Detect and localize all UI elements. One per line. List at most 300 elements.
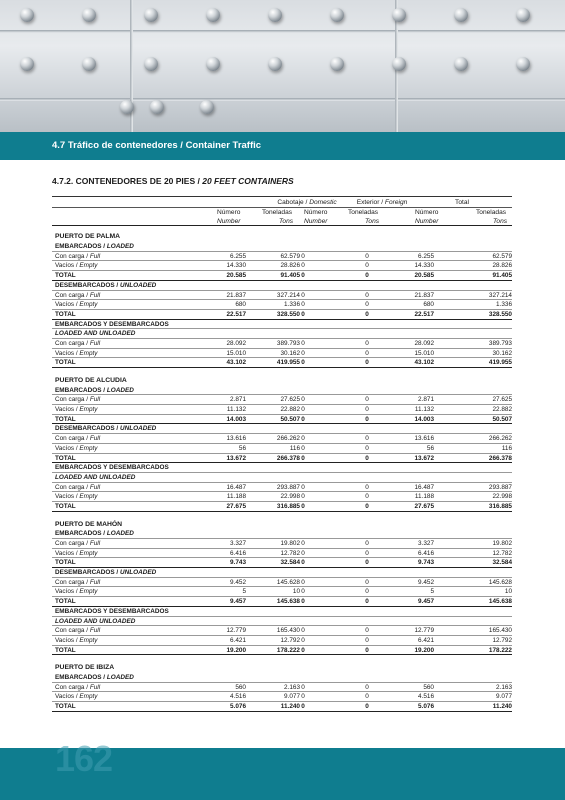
cell-value: 22.998: [280, 493, 300, 501]
group-title-es: DESEMBARCADOS /: [55, 425, 120, 433]
cell-value: 9.077: [496, 693, 512, 701]
table-row-total: [52, 646, 512, 656]
table-row-total: [52, 310, 512, 320]
header-tons-1: Tons: [279, 217, 294, 225]
container-traffic-table: [52, 196, 512, 712]
cell-value: 0: [365, 683, 369, 691]
row-label-en: Full: [89, 396, 101, 404]
group-title-es: DESEMBARCADOS /: [55, 281, 120, 289]
rivet-icon: [144, 8, 158, 22]
group-title: [55, 386, 134, 396]
cell-value: 2.163: [284, 683, 300, 691]
cell-value: 266.262: [488, 435, 512, 443]
cell-value: 145.638: [276, 598, 300, 606]
cell-value: 0: [365, 598, 369, 606]
rivet-icon: [330, 57, 344, 71]
table-row: [52, 300, 512, 310]
header-number-3: Number: [415, 217, 439, 225]
header-number-1: Number: [217, 217, 241, 225]
cell-value: 0: [365, 262, 369, 270]
cell-value: 0: [301, 578, 305, 586]
table-row: [52, 483, 512, 493]
cell-value: 16.487: [226, 483, 246, 491]
cell-value: 0: [365, 627, 369, 635]
cell-value: 15.010: [226, 349, 246, 357]
header-row-en: [52, 217, 512, 227]
row-label-en: Empty: [79, 406, 98, 414]
cell-value: 12.792: [492, 636, 512, 644]
header-total: Total: [455, 199, 469, 206]
cell-value: 50.507: [492, 415, 512, 423]
cell-value: 316.885: [488, 502, 512, 510]
header-toneladas-3: Toneladas: [476, 209, 507, 216]
table-row-total: [52, 702, 512, 712]
row-label-es: Con carga /: [55, 540, 90, 547]
table-subtitle: [52, 176, 294, 186]
cell-value: 9.452: [418, 578, 434, 586]
cell-value: 19.200: [414, 646, 434, 654]
cell-value: 0: [301, 646, 305, 654]
header-row-es: [52, 207, 512, 217]
cell-value: 419.955: [488, 359, 512, 367]
metal-seam: [0, 30, 565, 33]
row-label-es: Vacíos /: [55, 301, 80, 309]
table-row-total: [52, 558, 512, 568]
cell-value: 0: [301, 693, 305, 701]
cell-value: 327.214: [276, 291, 300, 299]
cell-value: 0: [365, 291, 369, 299]
cell-value: 13.616: [226, 435, 246, 443]
row-label-es: Con carga /: [55, 578, 90, 586]
cell-value: 0: [301, 262, 305, 270]
cell-value: 62.579: [280, 252, 300, 260]
cell-value: 5: [430, 588, 434, 596]
row-label: [55, 395, 100, 405]
group-title-en: LOADED: [106, 673, 134, 681]
cell-value: 0: [301, 396, 305, 404]
cell-value: 9.077: [284, 693, 300, 701]
cell-value: 293.887: [276, 483, 300, 491]
cell-value: 0: [365, 588, 369, 596]
cell-value: 12.779: [226, 627, 246, 635]
row-label: [55, 502, 76, 512]
spacer: [52, 368, 512, 376]
cell-value: 0: [301, 252, 305, 260]
row-label: [55, 539, 100, 549]
cell-value: 91.405: [280, 272, 300, 280]
row-label: [55, 483, 100, 493]
row-label: [55, 692, 98, 702]
row-label-en: Full: [89, 339, 101, 347]
port-name: PUERTO DE ALCUDIA: [55, 377, 127, 384]
group-title: [55, 242, 134, 252]
table-row: [52, 578, 512, 588]
cell-value: 14.003: [226, 415, 246, 423]
cell-value: 0: [365, 454, 369, 462]
group-title-row: [52, 463, 512, 473]
group-subtitle-row: [52, 473, 512, 483]
cell-value: 15.010: [414, 349, 434, 357]
cell-value: 3.327: [418, 540, 434, 547]
row-label-es: Con carga /: [55, 683, 90, 691]
header-exterior: Exterior / Foreign: [356, 199, 408, 206]
row-label: [55, 271, 76, 281]
cell-value: 560: [423, 683, 434, 691]
table-row-total: [52, 454, 512, 464]
group-title-row: [52, 424, 512, 434]
table-row: [52, 434, 512, 444]
cell-value: 0: [301, 349, 305, 357]
cell-value: 266.378: [276, 454, 300, 462]
cell-value: 116: [289, 444, 300, 452]
cell-value: 0: [365, 502, 369, 510]
cell-value: 11.188: [414, 493, 434, 501]
row-label: [55, 291, 100, 301]
row-label-es: Con carga /: [55, 252, 90, 260]
cell-value: 6.416: [418, 549, 434, 557]
table-row: [52, 549, 512, 559]
row-label-es: Vacíos /: [55, 493, 80, 501]
cell-value: 21.837: [414, 291, 434, 299]
cell-value: 328.550: [276, 310, 300, 318]
cell-value: 0: [365, 636, 369, 644]
cell-value: 165.430: [488, 627, 512, 635]
cell-value: 27.675: [226, 502, 246, 510]
row-label: [55, 558, 76, 568]
rivet-icon: [516, 57, 530, 71]
row-label-es: TOTAL: [55, 502, 76, 510]
cell-value: 2.871: [230, 396, 246, 404]
cell-value: 145.628: [488, 578, 512, 586]
cell-value: 0: [301, 435, 305, 443]
row-label-en: Full: [89, 627, 101, 635]
cell-value: 0: [365, 252, 369, 260]
cell-value: 56: [238, 444, 246, 452]
row-label: [55, 702, 76, 712]
row-label-es: TOTAL: [55, 415, 76, 423]
cell-value: 0: [301, 339, 305, 347]
cell-value: 1.336: [284, 301, 300, 309]
group-title: [55, 568, 156, 578]
group-title-es: DESEMBARCADOS /: [55, 569, 120, 577]
group-title: [55, 320, 169, 330]
group-subtitle-row: [52, 617, 512, 627]
row-label: [55, 636, 98, 646]
group-title-en: UNLOADED: [119, 425, 157, 433]
row-label-es: TOTAL: [55, 272, 76, 280]
header-toneladas-2: Toneladas: [348, 209, 379, 216]
spacer: [52, 512, 512, 520]
port-name: PUERTO DE IBIZA: [55, 664, 115, 672]
row-label-en: Full: [89, 483, 101, 491]
rivet-icon: [206, 57, 220, 71]
cell-value: 6.255: [230, 252, 246, 260]
cell-value: 419.955: [276, 359, 300, 367]
cell-value: 0: [365, 559, 369, 567]
table-row: [52, 261, 512, 271]
row-label-es: TOTAL: [55, 454, 76, 462]
table-row: [52, 444, 512, 454]
table-row-total: [52, 597, 512, 607]
row-label: [55, 646, 76, 656]
cell-value: 0: [301, 310, 305, 318]
row-label: [55, 587, 98, 597]
table-row: [52, 539, 512, 549]
group-title-es: EMBARCADOS /: [55, 530, 107, 538]
cell-value: 11.132: [414, 406, 434, 414]
row-label: [55, 434, 100, 444]
row-label: [55, 252, 100, 262]
cell-value: 0: [365, 310, 369, 318]
row-label: [55, 444, 98, 454]
cell-value: 145.638: [488, 598, 512, 606]
table-row: [52, 395, 512, 405]
cell-value: 116: [501, 444, 512, 452]
cell-value: 21.837: [226, 291, 246, 299]
row-label-es: Vacíos /: [55, 262, 80, 270]
row-label-en: Empty: [79, 693, 98, 701]
cell-value: 43.102: [414, 359, 434, 367]
row-label-en: Empty: [79, 549, 98, 557]
cell-value: 0: [301, 483, 305, 491]
cell-value: 0: [301, 636, 305, 644]
row-label-es: Con carga /: [55, 627, 90, 635]
row-label: [55, 578, 100, 588]
row-label-en: Full: [89, 540, 101, 547]
cell-value: 266.378: [488, 454, 512, 462]
cell-value: 680: [423, 301, 434, 309]
cell-value: 14.330: [414, 262, 434, 270]
cell-value: 22.882: [492, 406, 512, 414]
cell-value: 16.487: [414, 483, 434, 491]
row-label-es: TOTAL: [55, 310, 76, 318]
cell-value: 0: [365, 693, 369, 701]
group-title-es: EMBARCADOS Y DESEMBARCADOS: [55, 464, 169, 472]
row-label-en: Empty: [79, 262, 98, 270]
row-label-es: Vacíos /: [55, 588, 80, 596]
group-title-es: EMBARCADOS Y DESEMBARCADOS: [55, 320, 169, 328]
cell-value: 0: [365, 483, 369, 491]
table-row: [52, 636, 512, 646]
cell-value: 11.132: [226, 406, 246, 414]
cell-value: 266.262: [276, 435, 300, 443]
row-label-en: Full: [89, 435, 101, 443]
cell-value: 0: [301, 703, 305, 710]
cell-value: 56: [426, 444, 434, 452]
cell-value: 0: [301, 493, 305, 501]
header-number-2: Number: [304, 217, 328, 225]
row-label: [55, 626, 100, 636]
cell-value: 0: [365, 549, 369, 557]
header-row-groups: [52, 196, 512, 207]
cell-value: 50.507: [280, 415, 300, 423]
cell-value: 0: [301, 598, 305, 606]
row-label-es: Vacíos /: [55, 636, 80, 644]
cell-value: 0: [301, 683, 305, 691]
cell-value: 5: [242, 588, 246, 596]
cell-value: 0: [301, 454, 305, 462]
rivet-icon: [268, 57, 282, 71]
rivet-icon: [454, 8, 468, 22]
cell-value: 6.255: [418, 252, 434, 260]
cell-value: 2.871: [418, 396, 434, 404]
cell-value: 5.076: [418, 703, 434, 710]
cell-value: 13.672: [414, 454, 434, 462]
table-row: [52, 405, 512, 415]
row-label: [55, 310, 76, 320]
table-row: [52, 252, 512, 262]
row-label: [55, 405, 98, 415]
group-title-row: [52, 568, 512, 578]
rivet-icon: [20, 57, 34, 71]
cell-value: 19.802: [492, 540, 512, 547]
cell-value: 10: [292, 588, 300, 596]
cell-value: 20.585: [226, 272, 246, 280]
rivet-icon: [120, 100, 134, 114]
row-label: [55, 597, 76, 607]
cell-value: 0: [365, 646, 369, 654]
row-label: [55, 358, 76, 368]
cell-value: 389.793: [276, 339, 300, 347]
group-title: [55, 424, 156, 434]
cell-value: 560: [235, 683, 246, 691]
rivet-icon: [330, 8, 344, 22]
cell-value: 13.672: [226, 454, 246, 462]
group-title-es: EMBARCADOS Y DESEMBARCADOS: [55, 607, 169, 615]
cell-value: 0: [365, 444, 369, 452]
cell-value: 11.188: [226, 493, 246, 501]
group-subtitle: LOADED AND UNLOADED: [55, 617, 136, 625]
cell-value: 5.076: [230, 703, 246, 710]
cell-value: 43.102: [226, 359, 246, 367]
cell-value: 0: [301, 291, 305, 299]
cell-value: 14.330: [226, 262, 246, 270]
group-subtitle-row: [52, 329, 512, 339]
group-title-en: UNLOADED: [119, 281, 157, 289]
group-title: [55, 607, 169, 617]
group-title: [55, 673, 134, 683]
header-metal-photo: [0, 0, 565, 132]
cell-value: 28.826: [492, 262, 512, 270]
header-tons-2: Tons: [365, 217, 380, 225]
cell-value: 1.336: [496, 301, 512, 309]
cell-value: 13.616: [414, 435, 434, 443]
row-label-es: TOTAL: [55, 359, 76, 367]
row-label-es: TOTAL: [55, 559, 76, 567]
row-label-en: Full: [89, 291, 101, 299]
rivet-icon: [268, 8, 282, 22]
row-label: [55, 492, 98, 502]
cell-value: 28.092: [226, 339, 246, 347]
cell-value: 32.584: [280, 559, 300, 567]
cell-value: 9.743: [418, 559, 434, 567]
row-label-en: Empty: [79, 444, 98, 452]
table-row-total: [52, 271, 512, 281]
row-label-es: Con carga /: [55, 483, 90, 491]
header-toneladas-1: Toneladas: [262, 209, 293, 216]
row-label-en: Full: [89, 578, 101, 586]
group-title-row: [52, 386, 512, 396]
row-label: [55, 261, 98, 271]
header-numero-3: Número: [415, 209, 439, 216]
subtitle-es: 4.7.2. CONTENEDORES DE 20 PIES /: [52, 176, 203, 186]
cell-value: 389.793: [488, 339, 512, 347]
section-band: [0, 132, 565, 160]
row-label-en: Full: [89, 683, 101, 691]
row-label-es: TOTAL: [55, 646, 76, 654]
subtitle-en: 20 FEET CONTAINERS: [202, 176, 294, 186]
cell-value: 30.162: [492, 349, 512, 357]
cell-value: 0: [301, 627, 305, 635]
row-label-en: Empty: [79, 301, 98, 309]
cell-value: 3.327: [230, 540, 246, 547]
group-title-en: LOADED: [106, 530, 134, 538]
cell-value: 0: [301, 549, 305, 557]
cell-value: 178.222: [276, 646, 300, 654]
table-row: [52, 492, 512, 502]
cell-value: 165.430: [276, 627, 300, 635]
row-label: [55, 415, 76, 425]
row-label-es: Vacíos /: [55, 693, 80, 701]
cell-value: 27.675: [414, 502, 434, 510]
row-label-es: Con carga /: [55, 291, 90, 299]
header-numero-2: Número: [304, 209, 328, 216]
table-row: [52, 692, 512, 702]
cell-value: 0: [301, 272, 305, 280]
row-label-es: Vacíos /: [55, 444, 80, 452]
group-title: [55, 281, 156, 291]
header-cabotaje: Cabotaje / Domestic: [277, 199, 337, 206]
group-subtitle: LOADED AND UNLOADED: [55, 473, 136, 481]
rivet-icon: [454, 57, 468, 71]
rivet-icon: [150, 100, 164, 114]
row-label-es: Vacíos /: [55, 549, 80, 557]
table-row: [52, 626, 512, 636]
group-title-row: [52, 320, 512, 330]
rivet-icon: [200, 100, 214, 114]
cell-value: 22.517: [414, 310, 434, 318]
cell-value: 9.452: [230, 578, 246, 586]
rivet-icon: [82, 57, 96, 71]
group-title-es: EMBARCADOS /: [55, 673, 107, 681]
row-label-es: Con carga /: [55, 396, 90, 404]
cell-value: 2.163: [496, 683, 512, 691]
spacer: [52, 655, 512, 663]
table-row: [52, 339, 512, 349]
group-title-row: [52, 242, 512, 252]
cell-value: 27.625: [280, 396, 300, 404]
rivet-icon: [516, 8, 530, 22]
header-tons-3: Tons: [493, 217, 508, 225]
row-label-en: Empty: [79, 493, 98, 501]
cell-value: 12.792: [280, 636, 300, 644]
cell-value: 12.779: [414, 627, 434, 635]
cell-value: 145.628: [276, 578, 300, 586]
cell-value: 0: [301, 502, 305, 510]
row-label-es: Vacíos /: [55, 349, 80, 357]
cell-value: 178.222: [488, 646, 512, 654]
cell-value: 9.457: [418, 598, 434, 606]
cell-value: 0: [301, 588, 305, 596]
page-number: 162: [55, 738, 113, 779]
cell-value: 6.416: [230, 549, 246, 557]
cell-value: 0: [365, 406, 369, 414]
cell-value: 30.162: [280, 349, 300, 357]
cell-value: 6.421: [418, 636, 434, 644]
cell-value: 0: [365, 540, 369, 547]
row-label: [55, 454, 76, 464]
cell-value: 11.240: [280, 703, 300, 710]
